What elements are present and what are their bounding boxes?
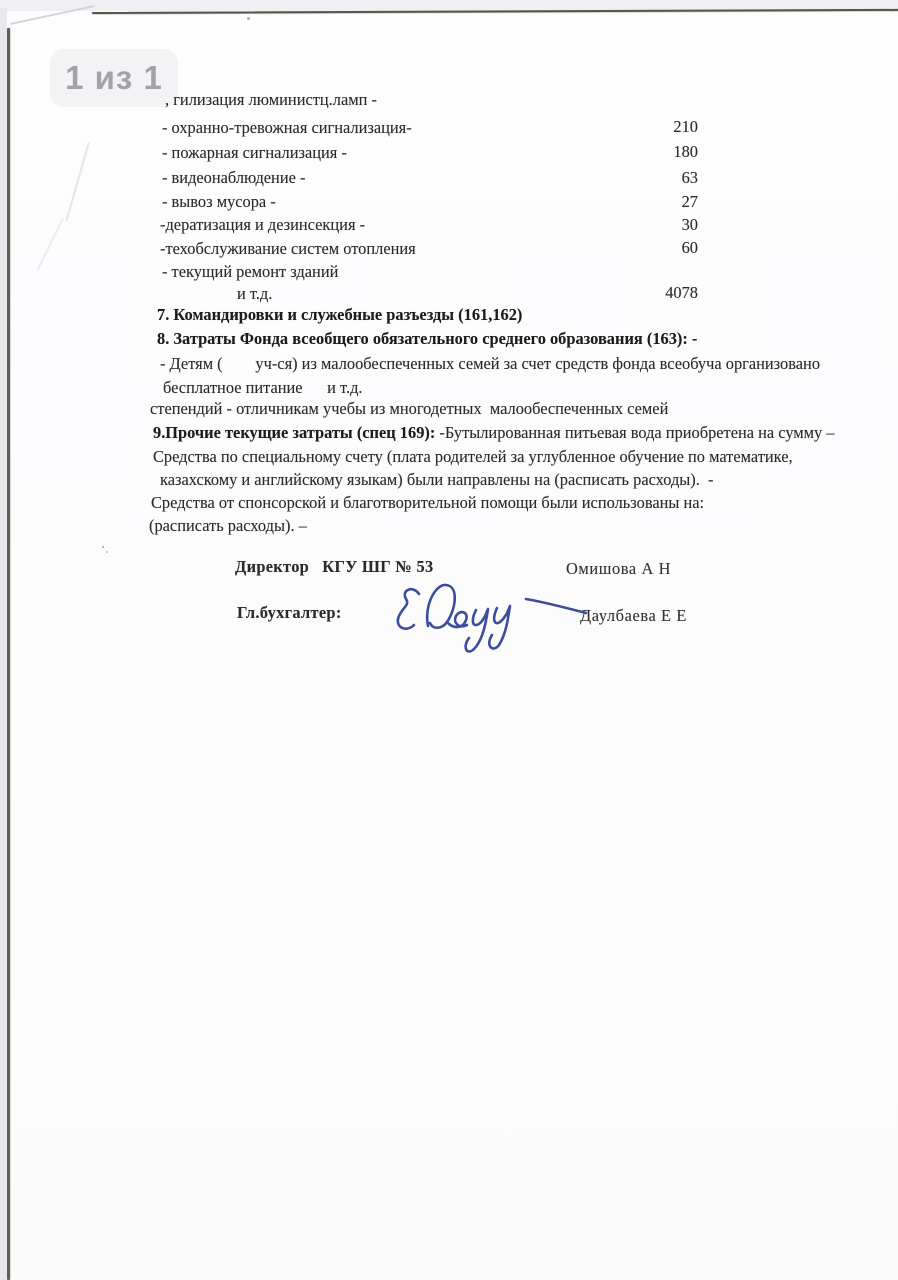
expense-value: 180 <box>673 142 698 161</box>
paper-crease-mark <box>37 218 64 271</box>
expense-line: - текущий ремонт зданий <box>162 262 339 281</box>
paragraph-line: степендий - отличникам учебы из многодетных малообеспеченных семей <box>150 399 669 418</box>
paragraph-line: (расписать расходы). – <box>149 516 307 535</box>
section-8-heading: 8. Затраты Фонда всеобщего обязательного среднего образования (163): - <box>157 329 698 348</box>
expense-value: 60 <box>681 238 698 257</box>
accountant-title: Гл.бухгалтер: <box>237 603 342 622</box>
expense-value: 27 <box>681 192 698 211</box>
expense-line: и т.д. <box>237 284 273 303</box>
expense-line: , гилизация люминистц.ламп - <box>165 90 377 109</box>
signature-strokes <box>398 585 586 652</box>
expense-line: -техобслуживание систем отопления <box>160 239 416 258</box>
page-left-edge-line <box>7 28 10 1280</box>
paragraph-line: казахскому и английскому языкам) были направлены на (расписать расходы). - <box>160 470 714 489</box>
expense-value: 4078 <box>665 283 698 302</box>
director-name: Омишова А Н <box>566 559 672 578</box>
expense-value: 30 <box>681 215 698 234</box>
expense-line: - пожарная сигнализация - <box>162 143 347 162</box>
accountant-signature-ink <box>386 572 601 660</box>
expense-value: 210 <box>673 117 698 136</box>
paragraph-line: Средства по специальному счету (плата родителей за углубленное обучение по математике, <box>153 447 793 466</box>
paragraph-line: Средства от спонсорской и благотворительной помощи были использованы на: <box>151 493 705 512</box>
scan-speck <box>247 17 250 20</box>
accountant-name: Даулбаева Е Е <box>580 606 687 625</box>
director-title: Директор КГУ ШГ № 53 <box>235 557 434 576</box>
paragraph-line: - Детям ( уч-ся) из малообеспеченных семей за счет средств фонда всеобуча организовано <box>160 354 821 373</box>
scan-speck <box>106 551 108 553</box>
scan-speck <box>102 546 104 548</box>
section-9-heading-rest: -Бутылированная питьевая вода приобретена на сумму – <box>435 423 835 442</box>
section-9-heading-bold: 9.Прочие текущие затраты (спец 169): <box>153 423 436 442</box>
section-9-heading <box>153 423 835 443</box>
page-indicator-badge <box>50 49 178 107</box>
scan-backdrop-left <box>0 8 7 1280</box>
paragraph-line: бесплатное питание и т.д. <box>163 378 363 397</box>
paper-crease-mark <box>65 142 90 221</box>
expense-line: -дератизация и дезинсекция - <box>160 215 366 234</box>
expense-value: 63 <box>681 168 698 187</box>
expense-line: - вывоз мусора - <box>162 192 276 211</box>
expense-line: - охранно-тревожная сигнализация- <box>162 118 412 137</box>
page-indicator-label: 1 из 1 <box>65 59 163 96</box>
expense-line: - видеонаблюдение - <box>162 168 306 187</box>
section-7-heading: 7. Командировки и служебные разъезды (161,162) <box>157 305 523 324</box>
